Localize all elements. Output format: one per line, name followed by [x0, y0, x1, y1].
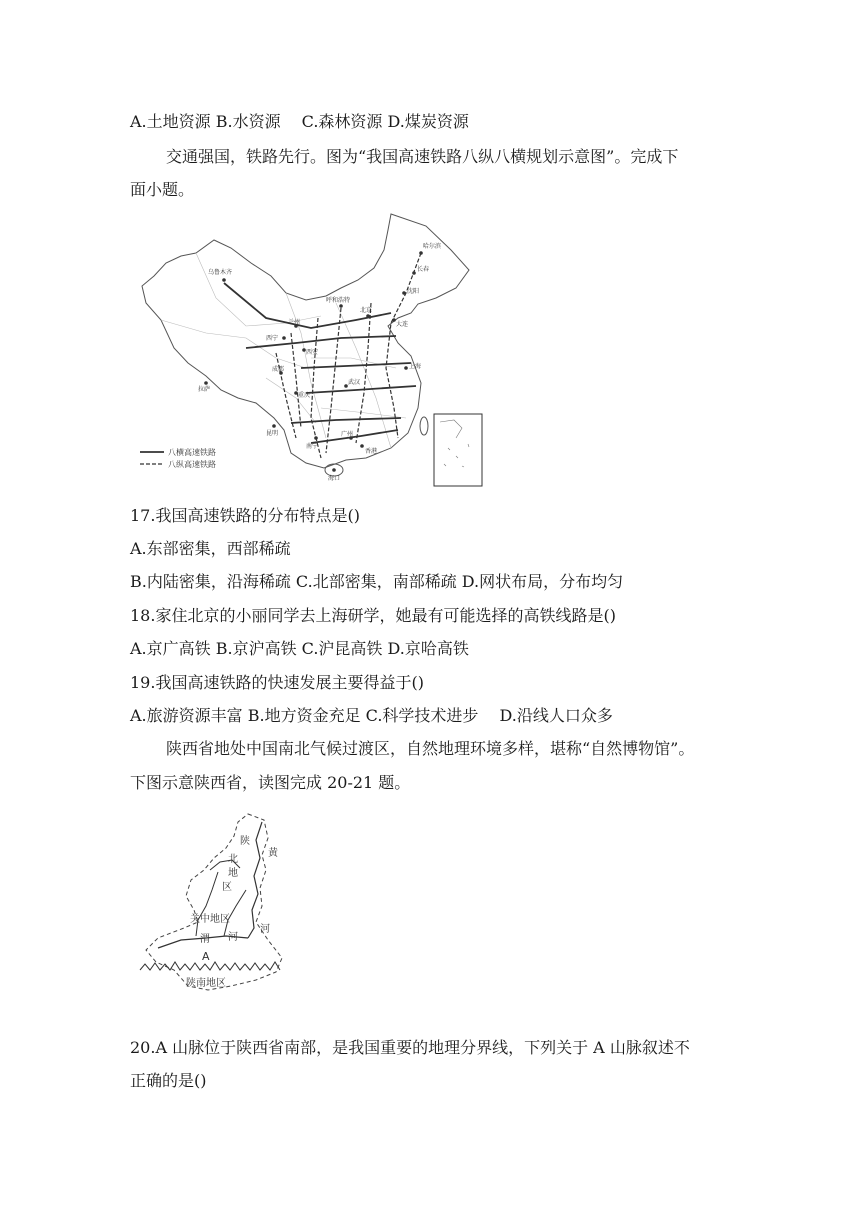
- city-label: 武汉: [348, 379, 361, 386]
- city-label: 乌鲁木齐: [208, 269, 233, 276]
- label-shaannan: 陕南地区: [186, 978, 226, 989]
- city-label: 长春: [417, 266, 430, 273]
- q18-stem: 18.家住北京的小丽同学去上海研学，她最有可能选择的高铁线路是(): [130, 606, 616, 625]
- city-label: 成都: [272, 366, 285, 373]
- city-label: 大连: [396, 321, 409, 328]
- passage-rail-line2: 面小题。: [130, 180, 195, 199]
- label-qu: 区: [222, 882, 232, 893]
- q17-stem: 17.我国高速铁路的分布特点是(): [130, 506, 360, 525]
- city-label: 兰州: [288, 319, 301, 326]
- city-label: 南宁: [306, 443, 319, 450]
- passage-rail-line1: 交通强国，铁路先行。图为“我国高速铁路八纵八横规划示意图”。完成下: [166, 147, 679, 166]
- q17-options-bcd: B.内陆密集，沿海稀疏 C.北部密集，南部稀疏 D.网状布局，分布均匀: [130, 572, 624, 591]
- city-label: 重庆: [298, 392, 311, 399]
- label-a-mountain: A: [202, 950, 210, 963]
- city-label: 西安: [306, 349, 319, 356]
- q19-stem: 19.我国高速铁路的快速发展主要得益于(): [130, 673, 424, 692]
- q16-options: A.土地资源 B.水资源 C.森林资源 D.煤炭资源: [130, 112, 469, 131]
- city-label: 广州: [341, 431, 354, 438]
- q19-options: A.旅游资源丰富 B.地方资金充足 C.科学技术进步 D.沿线人口众多: [130, 706, 613, 725]
- city-label: 呼和浩特: [326, 297, 351, 304]
- taiwan-island: [420, 417, 428, 435]
- city-label: 沈阳: [407, 288, 420, 295]
- passage-shaanxi-line2: 下图示意陕西省，读图完成 20-21 题。: [130, 773, 411, 792]
- vertical-hsr-lines: [276, 253, 421, 458]
- city-label: 哈尔滨: [423, 243, 442, 250]
- city-label: 香港: [365, 448, 378, 455]
- shaanxi-map: [136, 810, 286, 998]
- passage-shaanxi-line1: 陕西省地处中国南北气候过渡区，自然地理环境多样，堪称“自然博物馆”。: [166, 739, 695, 758]
- label-wei: 渭: [200, 934, 210, 945]
- q20-stem-line1: 20.A 山脉位于陕西省南部，是我国重要的地理分界线，下列关于 A 山脉叙述不: [130, 1038, 690, 1057]
- china-hsr-map: [136, 208, 486, 490]
- qinling-mountains: [140, 962, 280, 970]
- yellow-river: [248, 822, 262, 938]
- q20-stem-line2: 正确的是(): [130, 1071, 207, 1090]
- city-label: 海口: [328, 475, 341, 482]
- q17-option-a: A.东部密集，西部稀疏: [130, 539, 291, 558]
- city-label: 北京: [360, 307, 373, 314]
- south-china-sea-inset: [434, 414, 482, 486]
- map-legend: [140, 447, 216, 469]
- label-he: 河: [260, 924, 270, 935]
- city-label: 上海: [409, 363, 422, 370]
- label-guanzhong: 关中地区: [190, 914, 230, 925]
- legend-horizontal-label: 八横高速铁路: [168, 448, 216, 457]
- q18-options: A.京广高铁 B.京沪高铁 C.沪昆高铁 D.京哈高铁: [130, 639, 469, 658]
- label-shaan: 陕: [240, 836, 250, 847]
- label-bei: 北: [228, 854, 238, 865]
- city-label: 昆明: [266, 430, 279, 437]
- city-label: 拉萨: [198, 386, 211, 393]
- horizontal-hsr-lines: [224, 283, 416, 443]
- label-he2: 河: [228, 932, 238, 943]
- label-huang: 黄: [268, 848, 278, 859]
- label-di: 地: [228, 868, 238, 879]
- city-label: 西宁: [266, 335, 279, 342]
- legend-vertical-label: 八纵高速铁路: [168, 460, 216, 469]
